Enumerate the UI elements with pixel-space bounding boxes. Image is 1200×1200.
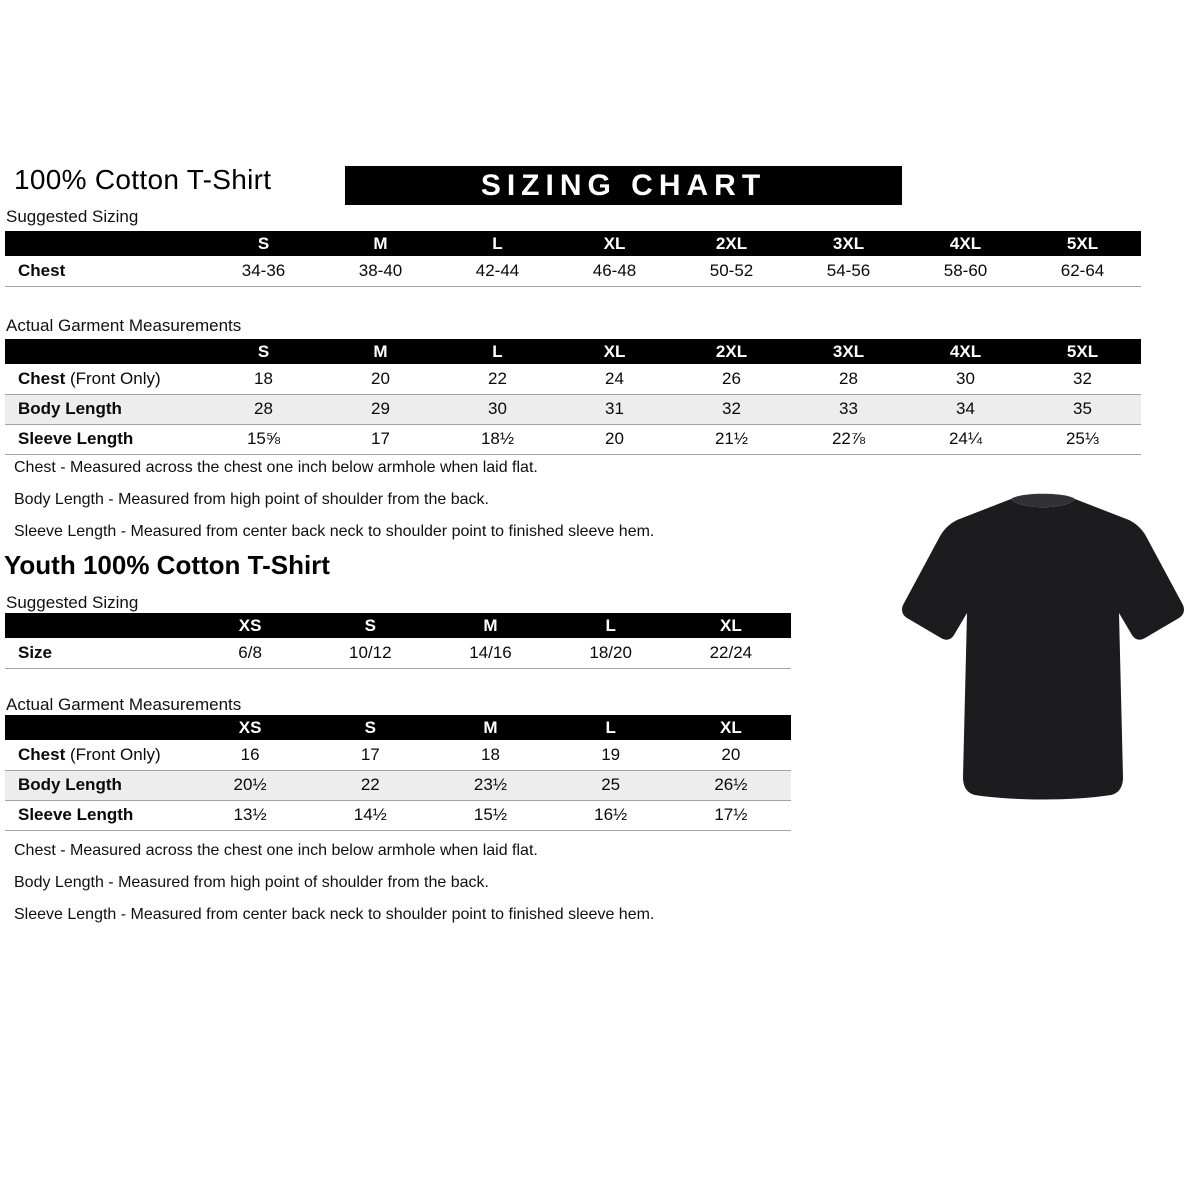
header-spacer <box>5 715 190 740</box>
size-column-header: M <box>430 613 550 638</box>
measurement-value: 18/20 <box>589 642 632 662</box>
measurement-value: 26 <box>722 368 741 388</box>
measurement-row <box>5 424 1141 454</box>
youth-actual-measurements-label: Actual Garment Measurements <box>6 695 242 714</box>
measurement-value: 15½ <box>473 805 508 824</box>
measurement-value: 42-44 <box>475 260 520 280</box>
adult-note-body-length: Body Length - Measured from high point of shoulder from the back. <box>14 491 489 508</box>
measurement-value: 35 <box>1073 399 1092 418</box>
measurement-value: 31 <box>605 399 624 418</box>
measurement-value: 46-48 <box>592 260 637 280</box>
measurement-value: 34 <box>956 399 975 418</box>
black-tshirt-image <box>893 477 1193 817</box>
size-column-header: L <box>439 339 556 364</box>
measurement-value: 20½ <box>233 775 267 794</box>
size-column-header: XL <box>556 339 673 364</box>
measurement-value: 32 <box>722 399 741 418</box>
measurement-value: 18½ <box>480 429 515 448</box>
measurement-value: 6/8 <box>238 642 262 662</box>
adult-actual-measurements-label: Actual Garment Measurements <box>6 316 242 335</box>
row-label-suffix: (Front Only) <box>65 368 161 388</box>
measurement-value: 17 <box>360 744 380 764</box>
size-header-row <box>5 715 791 740</box>
measurement-value: 16 <box>240 744 260 764</box>
row-label: Chest <box>18 260 66 280</box>
measurement-value: 62-64 <box>1060 260 1105 280</box>
size-column-header: L <box>439 231 556 256</box>
header-spacer <box>5 339 205 364</box>
size-column-header: XS <box>190 613 310 638</box>
measurement-value: 30 <box>956 368 975 388</box>
measurement-value: 22⅞ <box>831 429 866 448</box>
measurement-value: 16½ <box>594 805 628 824</box>
measurement-value: 28 <box>839 368 858 388</box>
measurement-value: 38-40 <box>358 260 403 280</box>
row-label: Size <box>18 642 53 662</box>
measurement-value: 33 <box>839 399 858 418</box>
measurement-row <box>5 800 791 830</box>
measurement-value: 20 <box>605 429 624 448</box>
size-column-header: S <box>310 715 430 740</box>
youth-measurement-notes <box>14 842 654 938</box>
size-header-row <box>5 231 1141 256</box>
measurement-value: 24¼ <box>948 429 983 448</box>
size-column-header: 4XL <box>907 231 1024 256</box>
measurement-row <box>5 256 1141 286</box>
measurement-value: 22 <box>360 775 380 794</box>
measurement-row <box>5 394 1141 424</box>
measurement-value: 18 <box>254 368 273 388</box>
youth-note-body-length: Body Length - Measured from high point of shoulder from the back. <box>14 874 489 891</box>
size-header-row <box>5 339 1141 364</box>
size-column-header: 2XL <box>673 339 790 364</box>
size-column-header: 2XL <box>673 231 790 256</box>
youth-suggested-sizing-table <box>5 613 791 669</box>
row-label: Sleeve Length <box>18 805 134 824</box>
row-label: Chest (Front Only) <box>18 368 161 388</box>
size-column-header: 5XL <box>1024 231 1141 256</box>
adult-measurement-notes <box>14 459 654 555</box>
measurement-value: 54-56 <box>826 260 871 280</box>
size-column-header: 3XL <box>790 231 907 256</box>
adult-note-sleeve-length: Sleeve Length - Measured from center back neck to shoulder point to finished sleeve hem. <box>14 523 655 540</box>
size-column-header: XL <box>671 715 791 740</box>
youth-suggested-sizing-label: Suggested Sizing <box>6 593 139 612</box>
measurement-row <box>5 364 1141 394</box>
row-label: Body Length <box>18 775 122 794</box>
adult-actual-measurements-table <box>5 339 1141 455</box>
measurement-value: 24 <box>605 368 624 388</box>
measurement-value: 20 <box>721 744 741 764</box>
measurement-value: 25 <box>601 775 621 794</box>
measurement-value: 29 <box>371 399 390 418</box>
size-column-header: S <box>205 339 322 364</box>
measurement-value: 25⅓ <box>1065 429 1100 448</box>
size-column-header: M <box>322 231 439 256</box>
size-column-header: 3XL <box>790 339 907 364</box>
size-header-row <box>5 613 791 638</box>
size-column-header: XL <box>671 613 791 638</box>
size-column-header: M <box>430 715 550 740</box>
youth-note-sleeve-length: Sleeve Length - Measured from center back neck to shoulder point to finished sleeve hem. <box>14 906 655 923</box>
adult-suggested-sizing-table <box>5 231 1141 287</box>
measurement-row <box>5 770 791 800</box>
size-column-header: XS <box>190 715 310 740</box>
size-column-header: L <box>551 715 671 740</box>
size-column-header: L <box>551 613 671 638</box>
measurement-value: 15⅝ <box>246 429 281 448</box>
row-label: Chest (Front Only) <box>18 744 161 764</box>
measurement-value: 19 <box>601 744 621 764</box>
measurement-row <box>5 638 791 668</box>
measurement-value: 21½ <box>714 429 749 448</box>
measurement-value: 34-36 <box>241 260 286 280</box>
row-label: Body Length <box>18 399 122 418</box>
measurement-value: 13½ <box>233 805 267 824</box>
adult-note-chest: Chest - Measured across the chest one inch below armhole when laid flat. <box>14 459 538 476</box>
row-label-suffix: (Front Only) <box>65 744 161 764</box>
measurement-value: 10/12 <box>349 642 392 662</box>
size-column-header: 4XL <box>907 339 1024 364</box>
measurement-value: 28 <box>254 399 273 418</box>
measurement-value: 22/24 <box>709 642 753 662</box>
measurement-value: 26½ <box>714 775 748 794</box>
size-column-header: XL <box>556 231 673 256</box>
youth-actual-measurements-table <box>5 715 791 831</box>
size-column-header: M <box>322 339 439 364</box>
measurement-value: 17 <box>371 429 390 448</box>
measurement-value: 14½ <box>353 805 387 824</box>
sizing-chart-banner: SIZING CHART <box>345 166 902 205</box>
adult-product-title: 100% Cotton T-Shirt <box>14 164 272 195</box>
measurement-value: 17½ <box>714 805 748 824</box>
measurement-value: 18 <box>481 744 500 764</box>
measurement-value: 58-60 <box>943 260 988 280</box>
row-label: Sleeve Length <box>18 429 134 448</box>
measurement-value: 22 <box>488 368 507 388</box>
measurement-value: 50-52 <box>709 260 754 280</box>
adult-suggested-sizing-label: Suggested Sizing <box>6 207 139 226</box>
measurement-row <box>5 740 791 770</box>
measurement-value: 32 <box>1073 368 1092 388</box>
size-column-header: S <box>310 613 430 638</box>
size-column-header: S <box>205 231 322 256</box>
measurement-value: 20 <box>371 368 390 388</box>
measurement-value: 30 <box>488 399 507 418</box>
youth-note-chest: Chest - Measured across the chest one inch below armhole when laid flat. <box>14 842 538 859</box>
youth-product-title: Youth 100% Cotton T-Shirt <box>4 550 330 580</box>
header-spacer <box>5 231 205 256</box>
header-spacer <box>5 613 190 638</box>
size-column-header: 5XL <box>1024 339 1141 364</box>
measurement-value: 23½ <box>473 775 508 794</box>
measurement-value: 14/16 <box>469 642 512 662</box>
